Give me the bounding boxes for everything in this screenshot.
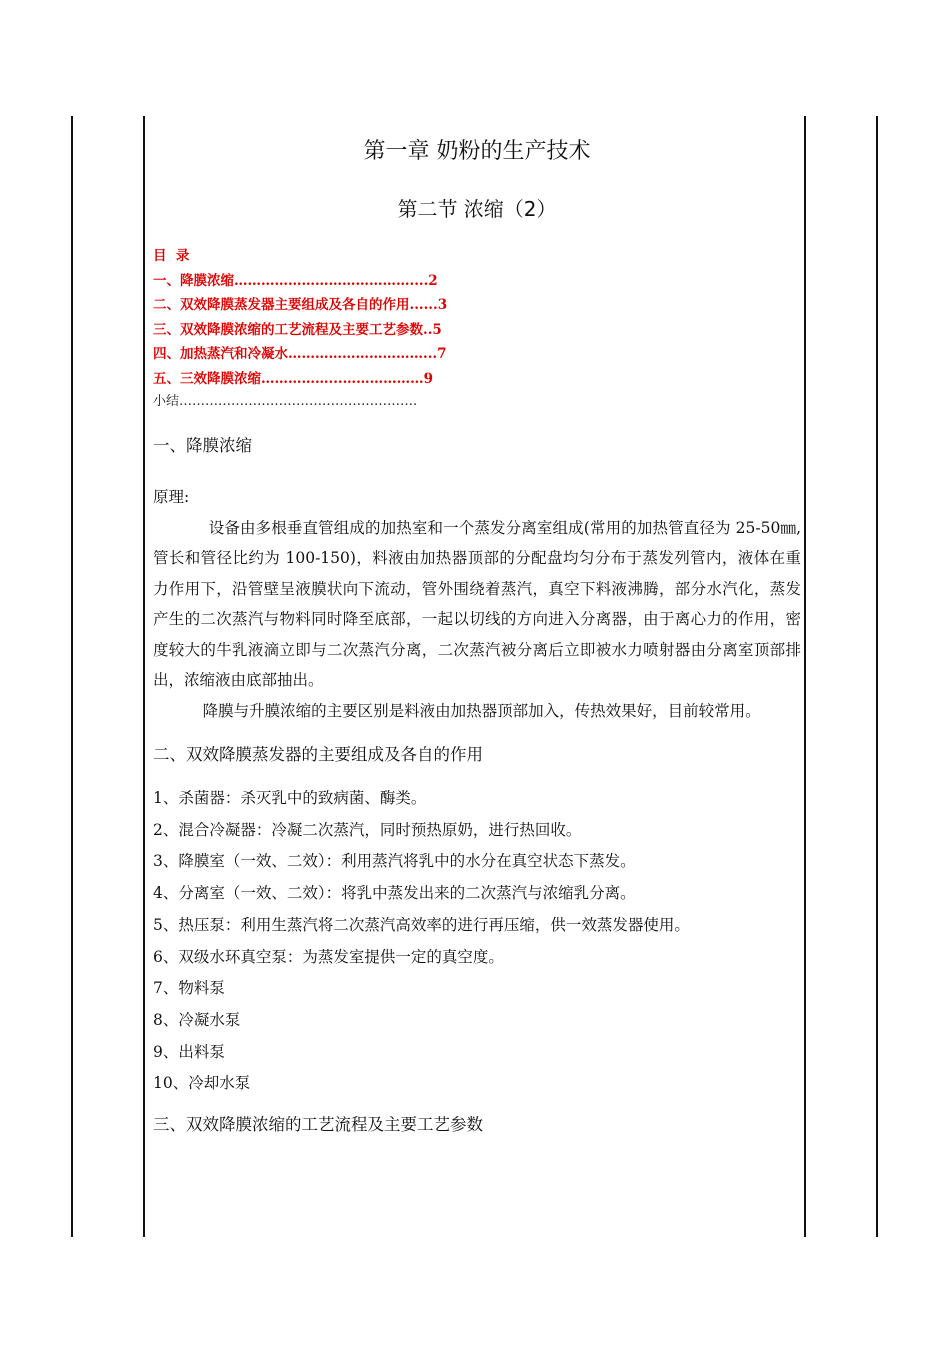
table-border-inner-left: [143, 116, 145, 1237]
section-3: [153, 1112, 801, 1138]
section-heading: 二、双效降膜蒸发器的主要组成及各自的作用: [153, 745, 483, 764]
document-body: [153, 126, 801, 1138]
section-heading: 一、降膜浓缩: [153, 436, 252, 455]
list-item: 2、混合冷凝器：冷凝二次蒸汽，同时预热原奶，进行热回收。: [153, 820, 582, 839]
list-item: 4、分离室（一效、二效）：将乳中蒸发出来的二次蒸汽与浓缩乳分离。: [153, 884, 636, 903]
list-item: 8、冷凝水泵: [153, 1010, 241, 1029]
list-item: 3、降膜室（一效、二效）：利用蒸汽将乳中的水分在真空状态下蒸发。: [153, 852, 636, 871]
toc-summary: 小结……………………………………………….: [153, 394, 418, 409]
list-item: 9、出料泵: [153, 1042, 225, 1061]
component-list: [153, 783, 801, 1100]
toc-item[interactable]: 五、三效降膜浓缩……………...………………9: [153, 370, 433, 387]
toc-item[interactable]: 四、加热蒸汽和冷凝水…………………………...7: [153, 346, 447, 362]
principle-paragraph: 设备由多根垂直管组成的加热室和一个蒸发分离室组成(常用的加热管直径为 25-50㎜,管长和管径比约为 100-150)，料液由加热器顶部的分配盘均匀分布于蒸发列管内，液体在重力作用下，沿管壁呈液膜状向下流动，管外围绕着蒸汽，真空下料液沸腾，部分水汽化，蒸发产生的二次蒸汽与物料同时降至底部，一起以切线的方向进入分离器，由于离心力的作用，密度较大的牛乳液滴立即与二次蒸汽分离，二次蒸汽被分离后立即被水力喷射器由分离室顶部排出，浓缩液由底部抽出。: [153, 518, 801, 689]
list-item: 5、热压泵：利用生蒸汽将二次蒸汽高效率的进行再压缩，供一效蒸发器使用。: [153, 915, 690, 934]
toc-item[interactable]: 三、双效降膜浓缩的工艺流程及主要工艺参数..5: [153, 321, 442, 338]
list-item: 1、杀菌器：杀灭乳中的致病菌、酶类。: [153, 789, 427, 807]
section-2: [153, 742, 801, 1100]
table-of-contents: [153, 244, 801, 413]
toc-title: 目 录: [153, 248, 190, 264]
table-border-outer-right: [876, 116, 878, 1237]
toc-item[interactable]: 一、降膜浓缩…………………………………....2: [153, 272, 438, 289]
principle-label: 原理:: [153, 488, 190, 506]
comparison-paragraph: 降膜与升膜浓缩的主要区别是料液由加热器顶部加入，传热效果好，目前较常用。: [202, 701, 761, 720]
section-1: [153, 433, 801, 726]
list-item: 7、物料泵: [153, 979, 225, 998]
chapter-title: 第一章 奶粉的生产技术: [363, 139, 591, 164]
section-title: 第二节 浓缩（2）: [397, 197, 557, 221]
table-border-inner-right: [804, 116, 806, 1237]
section-heading: 三、双效降膜浓缩的工艺流程及主要工艺参数: [153, 1115, 483, 1135]
table-border-outer-left: [71, 116, 73, 1237]
list-item: 6、双级水环真空泵：为蒸发室提供一定的真空度。: [153, 947, 504, 966]
list-item: 10、冷却水泵: [153, 1074, 251, 1093]
toc-item[interactable]: 二、双效降膜蒸发器主要组成及各自的作用......3: [153, 297, 448, 313]
